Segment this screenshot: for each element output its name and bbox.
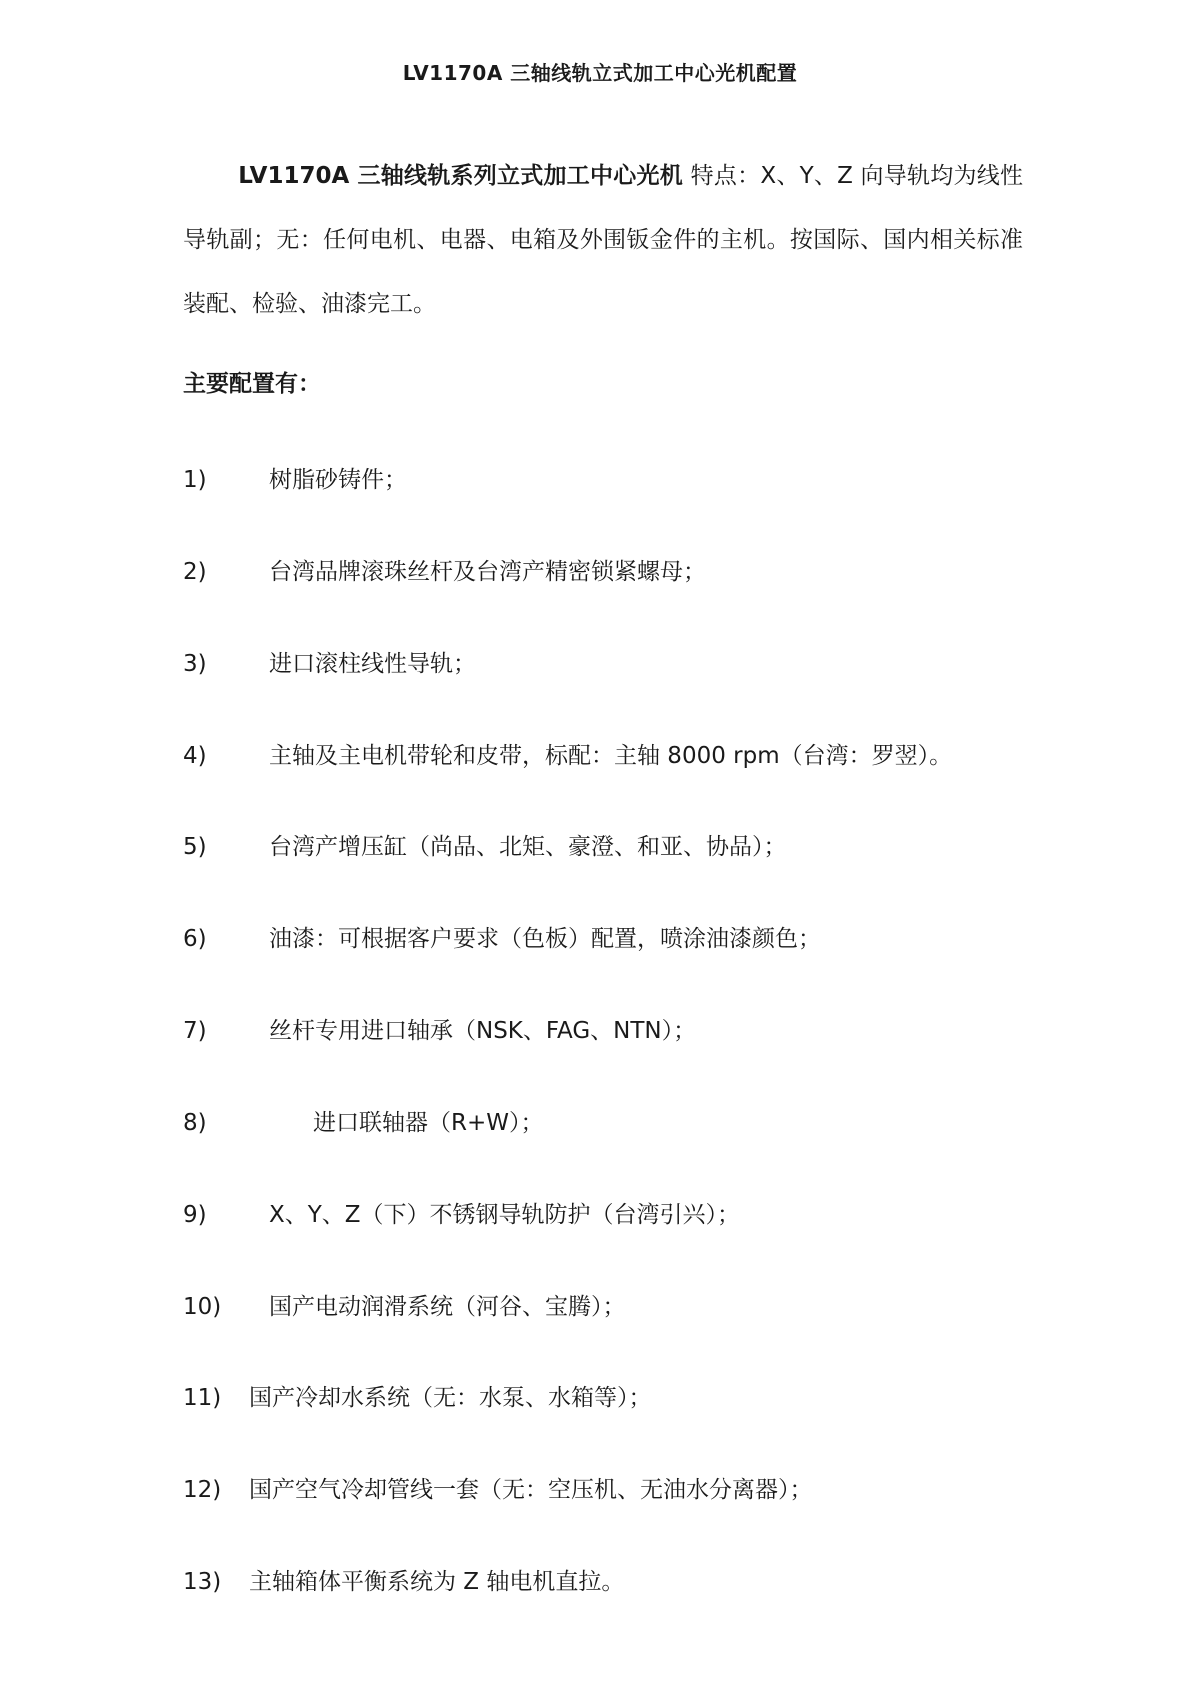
list-item <box>183 463 407 497</box>
list-item-number: 13) <box>183 1569 222 1595</box>
list-item <box>183 1381 652 1415</box>
list-item <box>183 1106 544 1140</box>
list-item-number: 6) <box>183 926 207 952</box>
list-item <box>183 555 706 589</box>
document-title: LV1170A 三轴线轨立式加工中心光机配置 <box>402 61 798 85</box>
intro-paragraph <box>183 144 1023 336</box>
list-item <box>183 922 821 956</box>
list-item-number: 5) <box>183 834 207 860</box>
list-item-text: 油漆：可根据客户要求（色板）配置，喷涂油漆颜色； <box>269 926 821 952</box>
list-item <box>183 1014 697 1048</box>
list-item-text: 进口联轴器（R+W）； <box>313 1110 544 1136</box>
intro-text: 特点：X、Y、Z 向导轨均为线性导轨副；无：任何电机、电器、电箱及外围钣金件的主机。按国际、国内相关标准装配、检验、油漆完工。 <box>183 163 1023 317</box>
list-item <box>183 1290 626 1324</box>
list-item-text: 进口滚柱线性导轨； <box>269 651 476 677</box>
list-item-number: 10) <box>183 1294 222 1320</box>
list-item-text: 台湾品牌滚珠丝杆及台湾产精密锁紧螺母； <box>269 559 706 585</box>
list-item-text: 国产空气冷却管线一套（无：空压机、无油水分离器）； <box>249 1477 813 1503</box>
list-item-text: 主轴及主电机带轮和皮带，标配：主轴 8000 rpm（台湾：罗翌）。 <box>269 743 953 769</box>
list-item-text: 国产电动润滑系统（河谷、宝腾）； <box>269 1294 626 1320</box>
list-item <box>183 739 953 773</box>
list-item-number: 4) <box>183 743 207 769</box>
list-item-number: 8) <box>183 1110 207 1136</box>
list-item-number: 11) <box>183 1385 222 1411</box>
list-item-number: 12) <box>183 1477 222 1503</box>
list-item <box>183 1198 741 1232</box>
list-item <box>183 830 787 864</box>
list-item-number: 1) <box>183 467 207 493</box>
list-item-number: 2) <box>183 559 207 585</box>
list-item <box>183 1473 813 1507</box>
list-item-text: 树脂砂铸件； <box>269 467 407 493</box>
list-item <box>183 647 476 681</box>
list-item-text: 国产冷却水系统（无：水泵、水箱等）； <box>249 1385 652 1411</box>
list-item-number: 3) <box>183 651 207 677</box>
list-item-text: X、Y、Z（下）不锈钢导轨防护（台湾引兴）； <box>269 1202 741 1228</box>
section-heading: 主要配置有： <box>183 371 321 397</box>
intro-lead: LV1170A 三轴线轨系列立式加工中心光机 <box>238 163 684 189</box>
list-item-text: 台湾产增压缸（尚品、北矩、豪澄、和亚、协品）； <box>269 834 787 860</box>
list-item-text: 丝杆专用进口轴承（NSK、FAG、NTN）； <box>269 1018 697 1044</box>
list-item-number: 7) <box>183 1018 207 1044</box>
list-item-text: 主轴箱体平衡系统为 Z 轴电机直拉。 <box>249 1569 625 1595</box>
list-item-number: 9) <box>183 1202 207 1228</box>
list-item <box>183 1565 625 1599</box>
